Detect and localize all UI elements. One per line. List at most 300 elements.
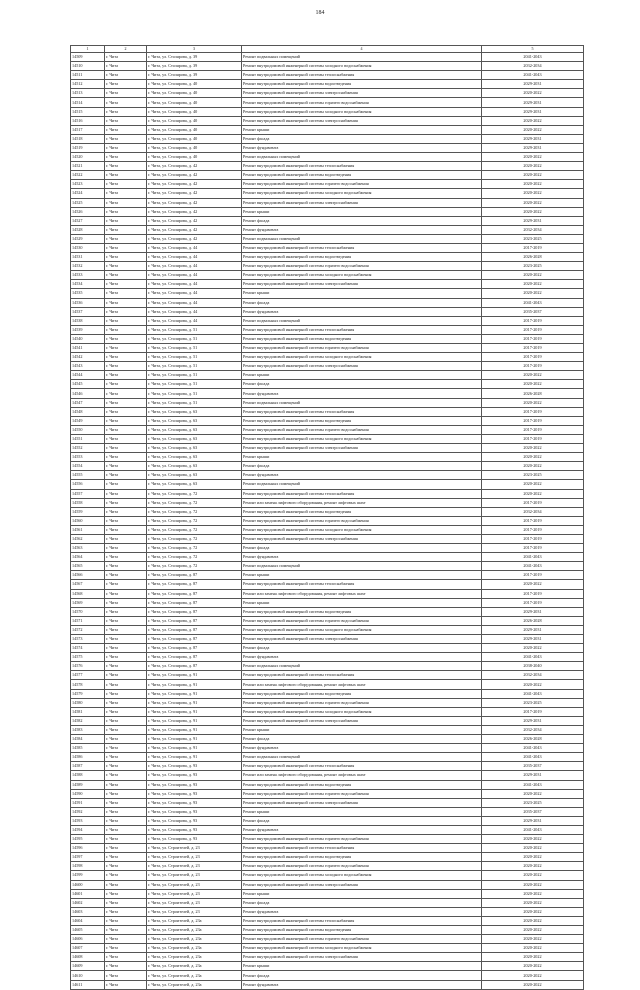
work-type-cell: Ремонт внутридомовой инженерной системы холодного водоснабжения [242, 353, 482, 362]
table-row [71, 425, 584, 434]
address-cell: г. Чита, ул. Столярова, д. 39 [147, 62, 242, 71]
table-row [71, 507, 584, 516]
row-number-cell: 14546 [71, 389, 105, 398]
work-type-cell: Ремонт фундамента [242, 744, 482, 753]
settlement-cell: г. Чита [105, 280, 147, 289]
period-cell: 2020-2022 [482, 453, 584, 462]
address-cell: г. Чита, ул. Столярова, д. 40 [147, 125, 242, 134]
settlement-cell: г. Чита [105, 398, 147, 407]
work-type-cell: Ремонт внутридомовой инженерной системы водоотведения [242, 780, 482, 789]
settlement-cell: г. Чита [105, 534, 147, 543]
address-cell: г. Чита, ул. Строителей, д. 23 [147, 844, 242, 853]
address-cell: г. Чита, ул. Столярова, д. 44 [147, 262, 242, 271]
row-number-cell: 14599 [71, 871, 105, 880]
address-cell: г. Чита, ул. Столярова, д. 72 [147, 562, 242, 571]
period-cell: 2020-2022 [482, 844, 584, 853]
row-number-cell: 14534 [71, 280, 105, 289]
address-cell: г. Чита, ул. Столярова, д. 72 [147, 553, 242, 562]
period-cell: 2029-2031 [482, 607, 584, 616]
work-type-cell: Ремонт фундамента [242, 307, 482, 316]
period-cell: 2029-2031 [482, 98, 584, 107]
work-type-cell: Ремонт внутридомовой инженерной системы электроснабжения [242, 89, 482, 98]
work-type-cell: Ремонт внутридомовой инженерной системы горячего водоснабжения [242, 344, 482, 353]
period-cell: 2032-2034 [482, 507, 584, 516]
row-number-cell: 14533 [71, 271, 105, 280]
settlement-cell: г. Чита [105, 971, 147, 980]
work-type-cell: Ремонт внутридомовой инженерной системы водоотведения [242, 507, 482, 516]
address-cell: г. Чита, ул. Столярова, д. 63 [147, 407, 242, 416]
table-row [71, 62, 584, 71]
address-cell: г. Чита, ул. Строителей, д. 23а [147, 916, 242, 925]
period-cell: 2023-2025 [482, 234, 584, 243]
work-type-cell: Ремонт подвальных помещений [242, 316, 482, 325]
address-cell: г. Чита, ул. Столярова, д. 87 [147, 607, 242, 616]
settlement-cell: г. Чита [105, 516, 147, 525]
address-cell: г. Чита, ул. Столярова, д. 72 [147, 507, 242, 516]
table-row [71, 871, 584, 880]
table-row [71, 671, 584, 680]
period-cell: 2020-2022 [482, 889, 584, 898]
table-row [71, 662, 584, 671]
row-number-cell: 14523 [71, 180, 105, 189]
work-type-cell: Ремонт внутридомовой инженерной системы электроснабжения [242, 635, 482, 644]
address-cell: г. Чита, ул. Столярова, д. 51 [147, 344, 242, 353]
work-type-cell: Ремонт внутридомовой инженерной системы водоотведения [242, 926, 482, 935]
address-cell: г. Чита, ул. Столярова, д. 40 [147, 143, 242, 152]
row-number-cell: 14576 [71, 662, 105, 671]
settlement-cell: г. Чита [105, 771, 147, 780]
table-row [71, 371, 584, 380]
period-cell: 2020-2022 [482, 153, 584, 162]
table-row [71, 53, 584, 62]
work-type-cell: Ремонт внутридомовой инженерной системы водоотведения [242, 171, 482, 180]
settlement-cell: г. Чита [105, 171, 147, 180]
table-row [71, 562, 584, 571]
table-row [71, 298, 584, 307]
work-type-cell: Ремонт внутридомовой инженерной системы теплоснабжения [242, 762, 482, 771]
settlement-cell: г. Чита [105, 825, 147, 834]
settlement-cell: г. Чита [105, 71, 147, 80]
settlement-cell: г. Чита [105, 707, 147, 716]
table-row [71, 253, 584, 262]
work-type-cell: Ремонт внутридомовой инженерной системы водоотведения [242, 253, 482, 262]
address-cell: г. Чита, ул. Строителей, д. 23а [147, 971, 242, 980]
address-cell: г. Чита, ул. Столярова, д. 51 [147, 325, 242, 334]
work-type-cell: Ремонт крыши [242, 207, 482, 216]
settlement-cell: г. Чита [105, 234, 147, 243]
settlement-cell: г. Чита [105, 434, 147, 443]
row-number-cell: 14583 [71, 725, 105, 734]
column-number: 1 [71, 46, 105, 53]
row-number-cell: 14562 [71, 534, 105, 543]
table-row [71, 480, 584, 489]
row-number-cell: 14532 [71, 262, 105, 271]
table-row [71, 589, 584, 598]
settlement-cell: г. Чита [105, 353, 147, 362]
settlement-cell: г. Чита [105, 207, 147, 216]
work-type-cell: Ремонт внутридомовой инженерной системы холодного водоснабжения [242, 271, 482, 280]
address-cell: г. Чита, ул. Строителей, д. 23 [147, 907, 242, 916]
settlement-cell: г. Чита [105, 816, 147, 825]
address-cell: г. Чита, ул. Столярова, д. 91 [147, 744, 242, 753]
table-row [71, 362, 584, 371]
period-cell: 2041-2043 [482, 689, 584, 698]
table-row [71, 735, 584, 744]
work-type-cell: Ремонт фасада [242, 134, 482, 143]
work-type-cell: Ремонт внутридомовой инженерной системы холодного водоснабжения [242, 189, 482, 198]
work-type-cell: Ремонт внутридомовой инженерной системы теплоснабжения [242, 844, 482, 853]
settlement-cell: г. Чита [105, 616, 147, 625]
settlement-cell: г. Чита [105, 125, 147, 134]
work-type-cell: Ремонт фундамента [242, 553, 482, 562]
period-cell: 2032-2034 [482, 725, 584, 734]
work-type-cell: Ремонт внутридомовой инженерной системы холодного водоснабжения [242, 944, 482, 953]
table-row [71, 153, 584, 162]
row-number-cell: 14547 [71, 398, 105, 407]
address-cell: г. Чита, ул. Столярова, д. 63 [147, 453, 242, 462]
row-number-cell: 14554 [71, 462, 105, 471]
work-type-cell: Ремонт фасада [242, 816, 482, 825]
address-cell: г. Чита, ул. Столярова, д. 91 [147, 680, 242, 689]
table-row [71, 134, 584, 143]
period-cell: 2026-2028 [482, 253, 584, 262]
table-row [71, 207, 584, 216]
work-type-cell: Ремонт внутридомовой инженерной системы водоотведения [242, 416, 482, 425]
row-number-cell: 14568 [71, 589, 105, 598]
period-cell: 2041-2043 [482, 553, 584, 562]
settlement-cell: г. Чита [105, 89, 147, 98]
work-type-cell: Ремонт фундамента [242, 471, 482, 480]
address-cell: г. Чита, ул. Столярова, д. 42 [147, 234, 242, 243]
row-number-cell: 14602 [71, 898, 105, 907]
settlement-cell: г. Чита [105, 480, 147, 489]
period-cell: 2017-2019 [482, 362, 584, 371]
work-type-cell: Ремонт подвальных помещений [242, 662, 482, 671]
period-cell: 2020-2022 [482, 907, 584, 916]
address-cell: г. Чита, ул. Столярова, д. 42 [147, 216, 242, 225]
period-cell: 2017-2019 [482, 425, 584, 434]
table-row [71, 616, 584, 625]
table-row [71, 225, 584, 234]
row-number-cell: 14535 [71, 289, 105, 298]
period-cell: 2020-2022 [482, 380, 584, 389]
settlement-cell: г. Чита [105, 507, 147, 516]
work-type-cell: Ремонт крыши [242, 289, 482, 298]
table-row [71, 498, 584, 507]
table-row [71, 344, 584, 353]
period-cell: 2029-2031 [482, 771, 584, 780]
settlement-cell: г. Чита [105, 198, 147, 207]
address-cell: г. Чита, ул. Столярова, д. 40 [147, 153, 242, 162]
settlement-cell: г. Чита [105, 407, 147, 416]
period-cell: 2020-2022 [482, 398, 584, 407]
period-cell: 2017-2019 [482, 571, 584, 580]
period-cell: 2041-2043 [482, 53, 584, 62]
period-cell: 2041-2043 [482, 562, 584, 571]
table-row [71, 216, 584, 225]
row-number-cell: 14526 [71, 207, 105, 216]
settlement-cell: г. Чита [105, 134, 147, 143]
address-cell: г. Чита, ул. Столярова, д. 91 [147, 735, 242, 744]
period-cell: 2026-2028 [482, 389, 584, 398]
address-cell: г. Чита, ул. Столярова, д. 91 [147, 689, 242, 698]
period-cell: 2029-2031 [482, 80, 584, 89]
row-number-cell: 14527 [71, 216, 105, 225]
period-cell: 2041-2043 [482, 825, 584, 834]
period-cell: 2020-2022 [482, 480, 584, 489]
row-number-cell: 14603 [71, 907, 105, 916]
table-row [71, 453, 584, 462]
work-type-cell: Ремонт внутридомовой инженерной системы горячего водоснабжения [242, 935, 482, 944]
period-cell: 2020-2022 [482, 289, 584, 298]
row-number-cell: 14549 [71, 416, 105, 425]
table-row [71, 789, 584, 798]
work-type-cell: Ремонт внутридомовой инженерной системы горячего водоснабжения [242, 98, 482, 107]
work-type-cell: Ремонт или замена лифтового оборудования, ремонт лифтовых шахт [242, 498, 482, 507]
row-number-cell: 14609 [71, 962, 105, 971]
work-type-cell: Ремонт подвальных помещений [242, 53, 482, 62]
address-cell: г. Чита, ул. Столярова, д. 40 [147, 116, 242, 125]
table-row [71, 262, 584, 271]
work-type-cell: Ремонт фасада [242, 298, 482, 307]
settlement-cell: г. Чита [105, 544, 147, 553]
row-number-cell: 14579 [71, 689, 105, 698]
period-cell: 2029-2031 [482, 625, 584, 634]
period-cell: 2020-2022 [482, 207, 584, 216]
table-row [71, 525, 584, 534]
period-cell: 2029-2031 [482, 635, 584, 644]
row-number-cell: 14564 [71, 553, 105, 562]
table-row [71, 635, 584, 644]
work-type-cell: Ремонт фундамента [242, 225, 482, 234]
settlement-cell: г. Чита [105, 444, 147, 453]
work-type-cell: Ремонт крыши [242, 571, 482, 580]
row-number-cell: 14607 [71, 944, 105, 953]
settlement-cell: г. Чита [105, 698, 147, 707]
row-number-cell: 14530 [71, 243, 105, 252]
settlement-cell: г. Чита [105, 107, 147, 116]
address-cell: г. Чита, ул. Столярова, д. 42 [147, 171, 242, 180]
table-row [71, 580, 584, 589]
period-cell: 2023-2025 [482, 698, 584, 707]
row-number-cell: 14528 [71, 225, 105, 234]
address-cell: г. Чита, ул. Строителей, д. 23а [147, 953, 242, 962]
row-number-cell: 14565 [71, 562, 105, 571]
work-type-cell: Ремонт внутридомовой инженерной системы водоотведения [242, 853, 482, 862]
table-row [71, 844, 584, 853]
table-row [71, 753, 584, 762]
work-type-cell: Ремонт внутридомовой инженерной системы электроснабжения [242, 716, 482, 725]
table-row [71, 325, 584, 334]
row-number-cell: 14540 [71, 334, 105, 343]
table-row [71, 162, 584, 171]
row-number-cell: 14606 [71, 935, 105, 944]
address-cell: г. Чита, ул. Столярова, д. 72 [147, 498, 242, 507]
table-row [71, 953, 584, 962]
period-cell: 2023-2025 [482, 798, 584, 807]
table-row [71, 962, 584, 971]
table-row [71, 971, 584, 980]
table-row [71, 771, 584, 780]
address-cell: г. Чита, ул. Столярова, д. 87 [147, 644, 242, 653]
table-row [71, 462, 584, 471]
repair-schedule-table [70, 45, 584, 990]
work-type-cell: Ремонт крыши [242, 598, 482, 607]
row-number-cell: 14520 [71, 153, 105, 162]
work-type-cell: Ремонт внутридомовой инженерной системы горячего водоснабжения [242, 262, 482, 271]
row-number-cell: 14514 [71, 98, 105, 107]
address-cell: г. Чита, ул. Столярова, д. 93 [147, 798, 242, 807]
settlement-cell: г. Чита [105, 243, 147, 252]
address-cell: г. Чита, ул. Столярова, д. 72 [147, 489, 242, 498]
settlement-cell: г. Чита [105, 571, 147, 580]
settlement-cell: г. Чита [105, 362, 147, 371]
row-number-cell: 14556 [71, 480, 105, 489]
table-row [71, 280, 584, 289]
period-cell: 2041-2043 [482, 744, 584, 753]
address-cell: г. Чита, ул. Столярова, д. 40 [147, 134, 242, 143]
settlement-cell: г. Чита [105, 625, 147, 634]
address-cell: г. Чита, ул. Столярова, д. 63 [147, 471, 242, 480]
address-cell: г. Чита, ул. Столярова, д. 51 [147, 353, 242, 362]
table-row [71, 853, 584, 862]
address-cell: г. Чита, ул. Столярова, д. 63 [147, 416, 242, 425]
table-row [71, 125, 584, 134]
address-cell: г. Чита, ул. Столярова, д. 87 [147, 662, 242, 671]
row-number-cell: 14529 [71, 234, 105, 243]
work-type-cell: Ремонт внутридомовой инженерной системы холодного водоснабжения [242, 871, 482, 880]
work-type-cell: Ремонт внутридомовой инженерной системы теплоснабжения [242, 407, 482, 416]
column-number: 5 [482, 46, 584, 53]
table-row [71, 389, 584, 398]
period-cell: 2020-2022 [482, 189, 584, 198]
table-row [71, 880, 584, 889]
table-row [71, 807, 584, 816]
row-number-cell: 14567 [71, 580, 105, 589]
period-cell: 2032-2034 [482, 225, 584, 234]
table-row [71, 625, 584, 634]
table-row [71, 689, 584, 698]
period-cell: 2017-2019 [482, 434, 584, 443]
table-row [71, 489, 584, 498]
address-cell: г. Чита, ул. Строителей, д. 23 [147, 880, 242, 889]
table-row [71, 680, 584, 689]
settlement-cell: г. Чита [105, 780, 147, 789]
work-type-cell: Ремонт подвальных помещений [242, 234, 482, 243]
period-cell: 2029-2031 [482, 143, 584, 152]
table-row [71, 780, 584, 789]
period-cell: 2020-2022 [482, 271, 584, 280]
work-type-cell: Ремонт внутридомовой инженерной системы электроснабжения [242, 198, 482, 207]
settlement-cell: г. Чита [105, 562, 147, 571]
row-number-cell: 14543 [71, 362, 105, 371]
period-cell: 2020-2022 [482, 444, 584, 453]
row-number-cell: 14555 [71, 471, 105, 480]
settlement-cell: г. Чита [105, 944, 147, 953]
period-cell: 2020-2022 [482, 462, 584, 471]
work-type-cell: Ремонт фасада [242, 216, 482, 225]
row-number-cell: 14572 [71, 625, 105, 634]
settlement-cell: г. Чита [105, 935, 147, 944]
address-cell: г. Чита, ул. Столярова, д. 91 [147, 716, 242, 725]
row-number-cell: 14592 [71, 807, 105, 816]
table-row [71, 407, 584, 416]
work-type-cell: Ремонт или замена лифтового оборудования, ремонт лифтовых шахт [242, 680, 482, 689]
table-row [71, 571, 584, 580]
work-type-cell: Ремонт внутридомовой инженерной системы теплоснабжения [242, 325, 482, 334]
row-number-cell: 14588 [71, 771, 105, 780]
settlement-cell: г. Чита [105, 680, 147, 689]
period-cell: 2029-2031 [482, 816, 584, 825]
row-number-cell: 14518 [71, 134, 105, 143]
table-row [71, 725, 584, 734]
settlement-cell: г. Чита [105, 143, 147, 152]
row-number-cell: 14519 [71, 143, 105, 152]
settlement-cell: г. Чита [105, 471, 147, 480]
address-cell: г. Чита, ул. Столярова, д. 91 [147, 671, 242, 680]
work-type-cell: Ремонт крыши [242, 125, 482, 134]
table-row [71, 898, 584, 907]
settlement-cell: г. Чита [105, 380, 147, 389]
table-row [71, 798, 584, 807]
row-number-cell: 14608 [71, 953, 105, 962]
table-row [71, 143, 584, 152]
work-type-cell: Ремонт фундамента [242, 653, 482, 662]
period-cell: 2020-2022 [482, 853, 584, 862]
table-row [71, 716, 584, 725]
work-type-cell: Ремонт подвальных помещений [242, 480, 482, 489]
settlement-cell: г. Чита [105, 162, 147, 171]
work-type-cell: Ремонт внутридомовой инженерной системы горячего водоснабжения [242, 425, 482, 434]
table-row [71, 416, 584, 425]
address-cell: г. Чита, ул. Столярова, д. 87 [147, 635, 242, 644]
address-cell: г. Чита, ул. Столярова, д. 87 [147, 616, 242, 625]
settlement-cell: г. Чита [105, 916, 147, 925]
settlement-cell: г. Чита [105, 525, 147, 534]
row-number-cell: 14584 [71, 735, 105, 744]
settlement-cell: г. Чита [105, 189, 147, 198]
row-number-cell: 14558 [71, 498, 105, 507]
settlement-cell: г. Чита [105, 807, 147, 816]
work-type-cell: Ремонт внутридомовой инженерной системы теплоснабжения [242, 489, 482, 498]
work-type-cell: Ремонт внутридомовой инженерной системы горячего водоснабжения [242, 616, 482, 625]
row-number-cell: 14517 [71, 125, 105, 134]
work-type-cell: Ремонт внутридомовой инженерной системы электроснабжения [242, 798, 482, 807]
work-type-cell: Ремонт фундамента [242, 907, 482, 916]
row-number-cell: 14551 [71, 434, 105, 443]
table-row [71, 234, 584, 243]
period-cell: 2020-2022 [482, 580, 584, 589]
row-number-cell: 14600 [71, 880, 105, 889]
settlement-cell: г. Чита [105, 462, 147, 471]
row-number-cell: 14539 [71, 325, 105, 334]
work-type-cell: Ремонт фасада [242, 644, 482, 653]
period-cell: 2020-2022 [482, 198, 584, 207]
table-row [71, 835, 584, 844]
settlement-cell: г. Чита [105, 307, 147, 316]
address-cell: г. Чита, ул. Столярова, д. 93 [147, 807, 242, 816]
period-cell: 2020-2022 [482, 489, 584, 498]
settlement-cell: г. Чита [105, 553, 147, 562]
row-number-cell: 14538 [71, 316, 105, 325]
address-cell: г. Чита, ул. Столярова, д. 93 [147, 771, 242, 780]
settlement-cell: г. Чита [105, 180, 147, 189]
settlement-cell: г. Чита [105, 225, 147, 234]
work-type-cell: Ремонт крыши [242, 889, 482, 898]
table-row [71, 289, 584, 298]
period-cell: 2020-2022 [482, 835, 584, 844]
settlement-cell: г. Чита [105, 862, 147, 871]
